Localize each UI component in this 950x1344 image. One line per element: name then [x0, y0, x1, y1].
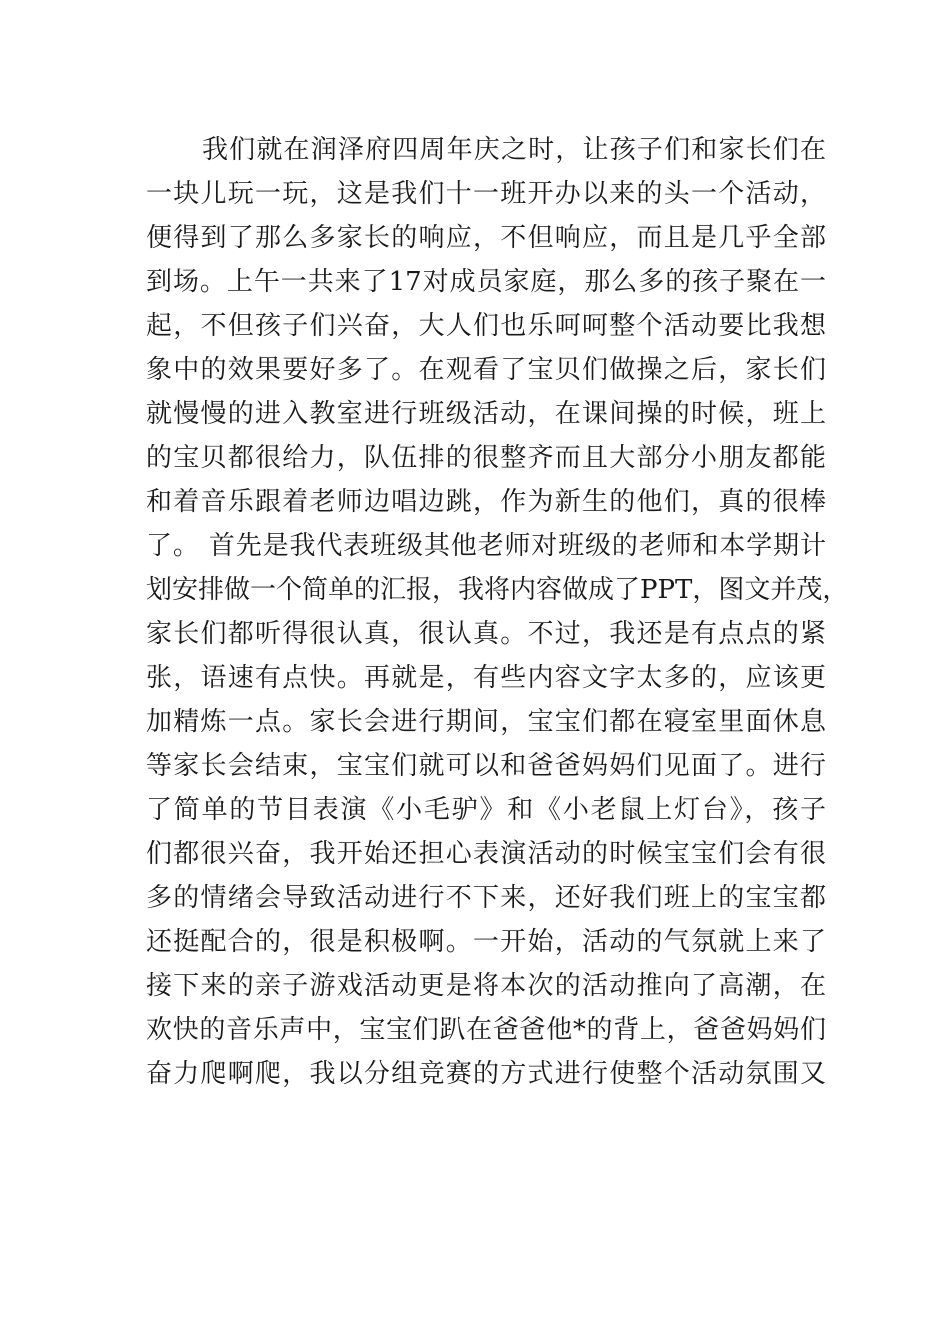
text-line: 们都很兴奋，我开始还担心表演活动的时候宝宝们会有很: [146, 839, 826, 869]
text-line: 象中的效果要好多了。在观看了宝贝们做操之后，家长们: [146, 355, 826, 385]
text-line: 还挺配合的，很是积极啊。一开始，活动的气氛就上来了: [146, 927, 826, 957]
text-line: 接下来的亲子游戏活动更是将本次的活动推向了高潮，在: [146, 971, 826, 1001]
text-line: 我们就在润泽府四周年庆之时，让孩子们和家长们在: [202, 135, 826, 165]
text-line: 了。 首先是我代表班级其他老师对班级的老师和本学期计: [146, 531, 826, 561]
text-line: 家长们都听得很认真，很认真。不过，我还是有点点的紧: [146, 619, 826, 649]
text-line: 加精炼一点。家长会进行期间，宝宝们都在寝室里面休息: [146, 707, 826, 737]
text-line: 张，语速有点快。再就是，有些内容文字太多的，应该更: [146, 663, 826, 693]
text-line: 起，不但孩子们兴奋，大人们也乐呵呵整个活动要比我想: [146, 311, 826, 341]
text-line: 便得到了那么多家长的响应，不但响应，而且是几乎全部: [146, 223, 826, 253]
body-text: [146, 128, 849, 1096]
text-line: 了简单的节目表演《小毛驴》和《小老鼠上灯台》，孩子: [146, 795, 826, 825]
text-line: 欢快的音乐声中，宝宝们趴在爸爸他*的背上，爸爸妈妈们: [146, 1015, 826, 1045]
text-line: 一块儿玩一玩，这是我们十一班开办以来的头一个活动，: [146, 179, 826, 209]
text-line: 的宝贝都很给力，队伍排的很整齐而且大部分小朋友都能: [146, 443, 826, 473]
text-line: 和着音乐跟着老师边唱边跳，作为新生的他们，真的很棒: [146, 487, 826, 517]
text-line: 奋力爬啊爬，我以分组竞赛的方式进行使整个活动氛围又: [146, 1059, 826, 1089]
text-line: 多的情绪会导致活动进行不下来，还好我们班上的宝宝都: [146, 883, 826, 913]
text-line: 到场。上午一共来了17对成员家庭，那么多的孩子聚在一: [146, 267, 826, 297]
text-line: 等家长会结束，宝宝们就可以和爸爸妈妈们见面了。进行: [146, 751, 826, 781]
text-line: 就慢慢的进入教室进行班级活动，在课间操的时候，班上: [146, 399, 826, 429]
text-line: 划安排做一个简单的汇报，我将内容做成了PPT，图文并茂，: [146, 575, 849, 605]
